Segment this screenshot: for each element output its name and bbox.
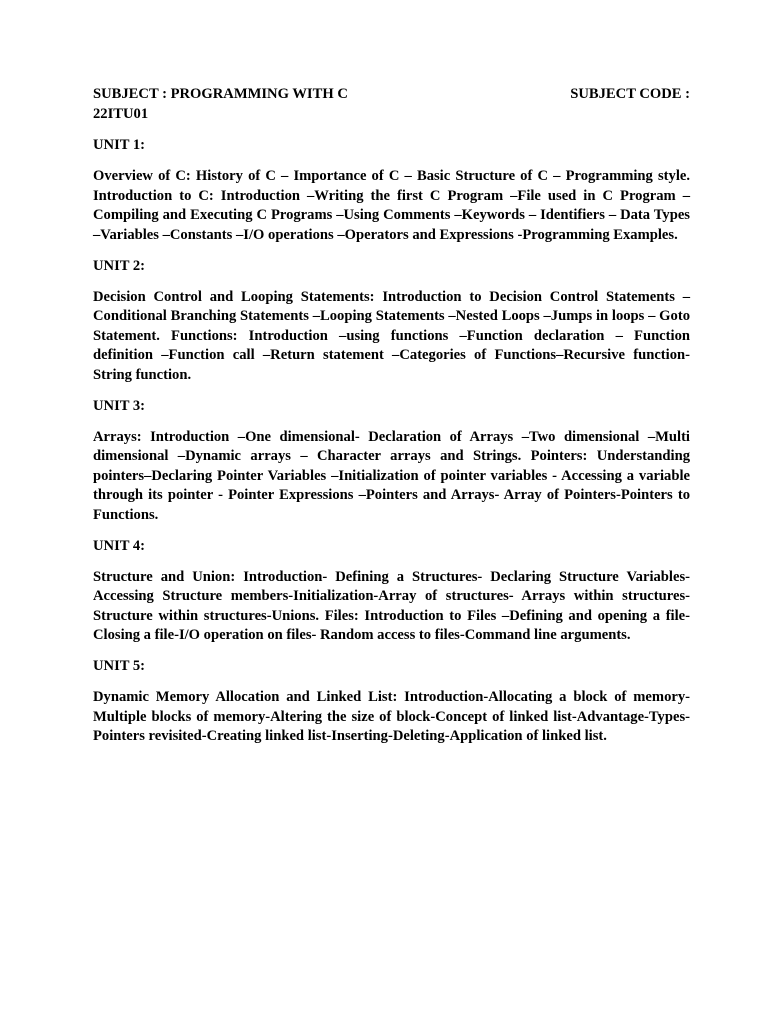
subject-code-label: SUBJECT CODE : <box>570 86 690 102</box>
unit-5-heading: UNIT 5: <box>93 658 146 674</box>
unit-1-body: Overview of C: History of C – Importance of C – Basic Structure of C – Programming style. Introduction to C: Introduction –Writing the first C Program –File used in C Program –Compiling and Executing C Programs –Using Comments –Keywords – Identifiers – Data Types –Variables –Constants –I/O operations –Operators and Expressions -Programming Examples. <box>93 168 690 243</box>
subject-title: SUBJECT : PROGRAMMING WITH C <box>93 86 348 102</box>
unit-3-heading: UNIT 3: <box>93 397 146 414</box>
subject-header <box>93 85 690 105</box>
unit-2-heading: UNIT 2: <box>93 257 146 274</box>
unit-1-heading: UNIT 1: <box>93 137 146 153</box>
subject-code: 22ITU01 <box>93 105 149 122</box>
unit-4-heading: UNIT 4: <box>93 537 146 554</box>
unit-2-body: Decision Control and Looping Statements: Introduction to Decision Control Statements – Conditional Branching Statements –Looping Statements –Nested Loops –Jumps in loops – Goto Statement. Functions: Introduction –using functions –Function declaration – Function definition –Function call –Return statement –Categories of Functions–Recursive function-String function. <box>93 288 690 383</box>
syllabus-page <box>93 85 690 758</box>
unit-4-body: Structure and Union: Introduction- Defining a Structures- Declaring Structure Variables- Accessing Structure members-Initialization-Array of structures- Arrays within structures- Structure within structures-Unions. Files: Introduction to Files –Defining and opening a file-Closing a file-I/O operation on files- Random access to files-Command line arguments. <box>93 568 690 643</box>
unit-5-body: Dynamic Memory Allocation and Linked List: Introduction-Allocating a block of memory-Multiple blocks of memory-Altering the size of block-Concept of linked list-Advantage-Types-Pointers revisited-Creating linked list-Inserting-Deleting-Application of linked list. <box>93 689 690 744</box>
unit-3-body: Arrays: Introduction –One dimensional- Declaration of Arrays –Two dimensional –Multi dimensional –Dynamic arrays – Character arrays and Strings. Pointers: Understanding pointers–Declaring Pointer Variables –Initialization of pointer variables - Accessing a variable through its pointer - Pointer Expressions –Pointers and Arrays- Array of Pointers-Pointers to Functions. <box>93 428 690 523</box>
